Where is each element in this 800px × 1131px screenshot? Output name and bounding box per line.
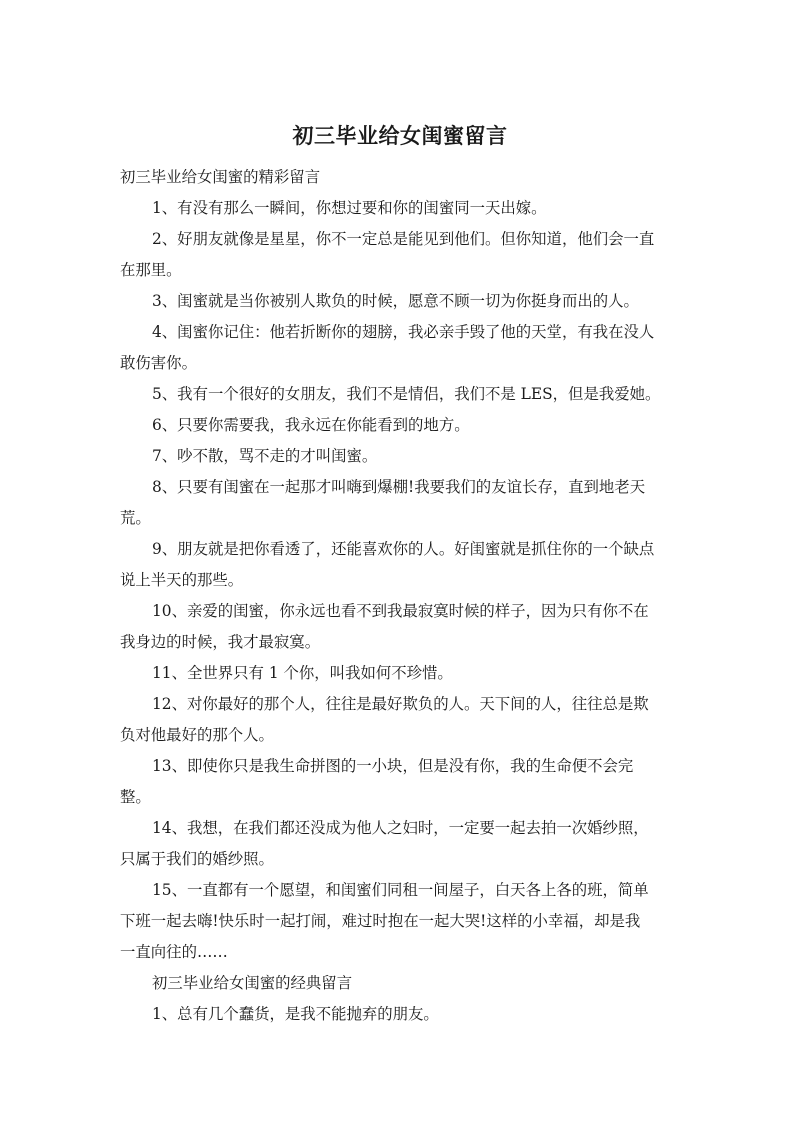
paragraph-line-continued: 一直向往的…… [120, 943, 228, 961]
paragraph-line: 15、一直都有一个愿望，和闺蜜们同租一间屋子，白天各上各的班，简单 [152, 881, 649, 899]
paragraph-line: 4、闺蜜你记住：他若折断你的翅膀，我必亲手毁了他的天堂，有我在没人 [152, 323, 655, 341]
paragraph-line-continued: 说上半天的那些。 [120, 571, 244, 589]
paragraph-line: 8、只要有闺蜜在一起那才叫嗨到爆棚!我要我们的友谊长存，直到地老天 [152, 478, 646, 496]
paragraph-line: 2、好朋友就像是星星，你不一定总是能见到他们。但你知道，他们会一直 [152, 230, 655, 248]
paragraph-line: 5、我有一个很好的女朋友，我们不是情侣，我们不是 LES，但是我爱她。 [152, 385, 661, 403]
paragraph-line: 13、即使你只是我生命拼图的一小块，但是没有你，我的生命便不会完 [152, 757, 634, 775]
paragraph-line-continued: 在那里。 [120, 261, 182, 279]
document-body [120, 162, 683, 1030]
section-heading-1: 初三毕业给女闺蜜的精彩留言 [120, 168, 321, 186]
paragraph-line: 10、亲爱的闺蜜，你永远也看不到我最寂寞时候的样子，因为只有你不在 [152, 602, 649, 620]
paragraph-line: 9、朋友就是把你看透了，还能喜欢你的人。好闺蜜就是抓住你的一个缺点 [152, 540, 655, 558]
paragraph-line-continued: 只属于我们的婚纱照。 [120, 850, 274, 868]
paragraph-line-continued: 我身边的时候，我才最寂寞。 [120, 633, 321, 651]
document-title: 初三毕业给女闺蜜留言 [292, 123, 508, 148]
paragraph-line: 11、全世界只有 1 个你，叫我如何不珍惜。 [152, 664, 453, 682]
paragraph-line-continued: 荒。 [120, 509, 151, 527]
paragraph-line: 7、吵不散，骂不走的才叫闺蜜。 [152, 447, 378, 465]
section-heading-2: 初三毕业给女闺蜜的经典留言 [152, 974, 353, 992]
paragraph-line: 14、我想，在我们都还没成为他人之妇时，一定要一起去拍一次婚纱照， [152, 819, 649, 837]
paragraph-line-continued: 下班一起去嗨!快乐时一起打闹，难过时抱在一起大哭!这样的小幸福，却是我 [120, 912, 641, 930]
paragraph-line: 1、有没有那么一瞬间，你想过要和你的闺蜜同一天出嫁。 [152, 199, 547, 217]
paragraph-line-continued: 负对他最好的那个人。 [120, 726, 274, 744]
paragraph-line: 12、对你最好的那个人，往往是最好欺负的人。天下间的人，往往总是欺 [152, 695, 649, 713]
paragraph-line-continued: 整。 [120, 788, 151, 806]
paragraph-line-continued: 敢伤害你。 [120, 354, 197, 372]
paragraph-line: 1、总有几个蠢货，是我不能抛弃的朋友。 [152, 1005, 439, 1023]
paragraph-line: 3、闺蜜就是当你被别人欺负的时候，愿意不顾一切为你挺身而出的人。 [152, 292, 639, 310]
paragraph-line: 6、只要你需要我，我永远在你能看到的地方。 [152, 416, 470, 434]
